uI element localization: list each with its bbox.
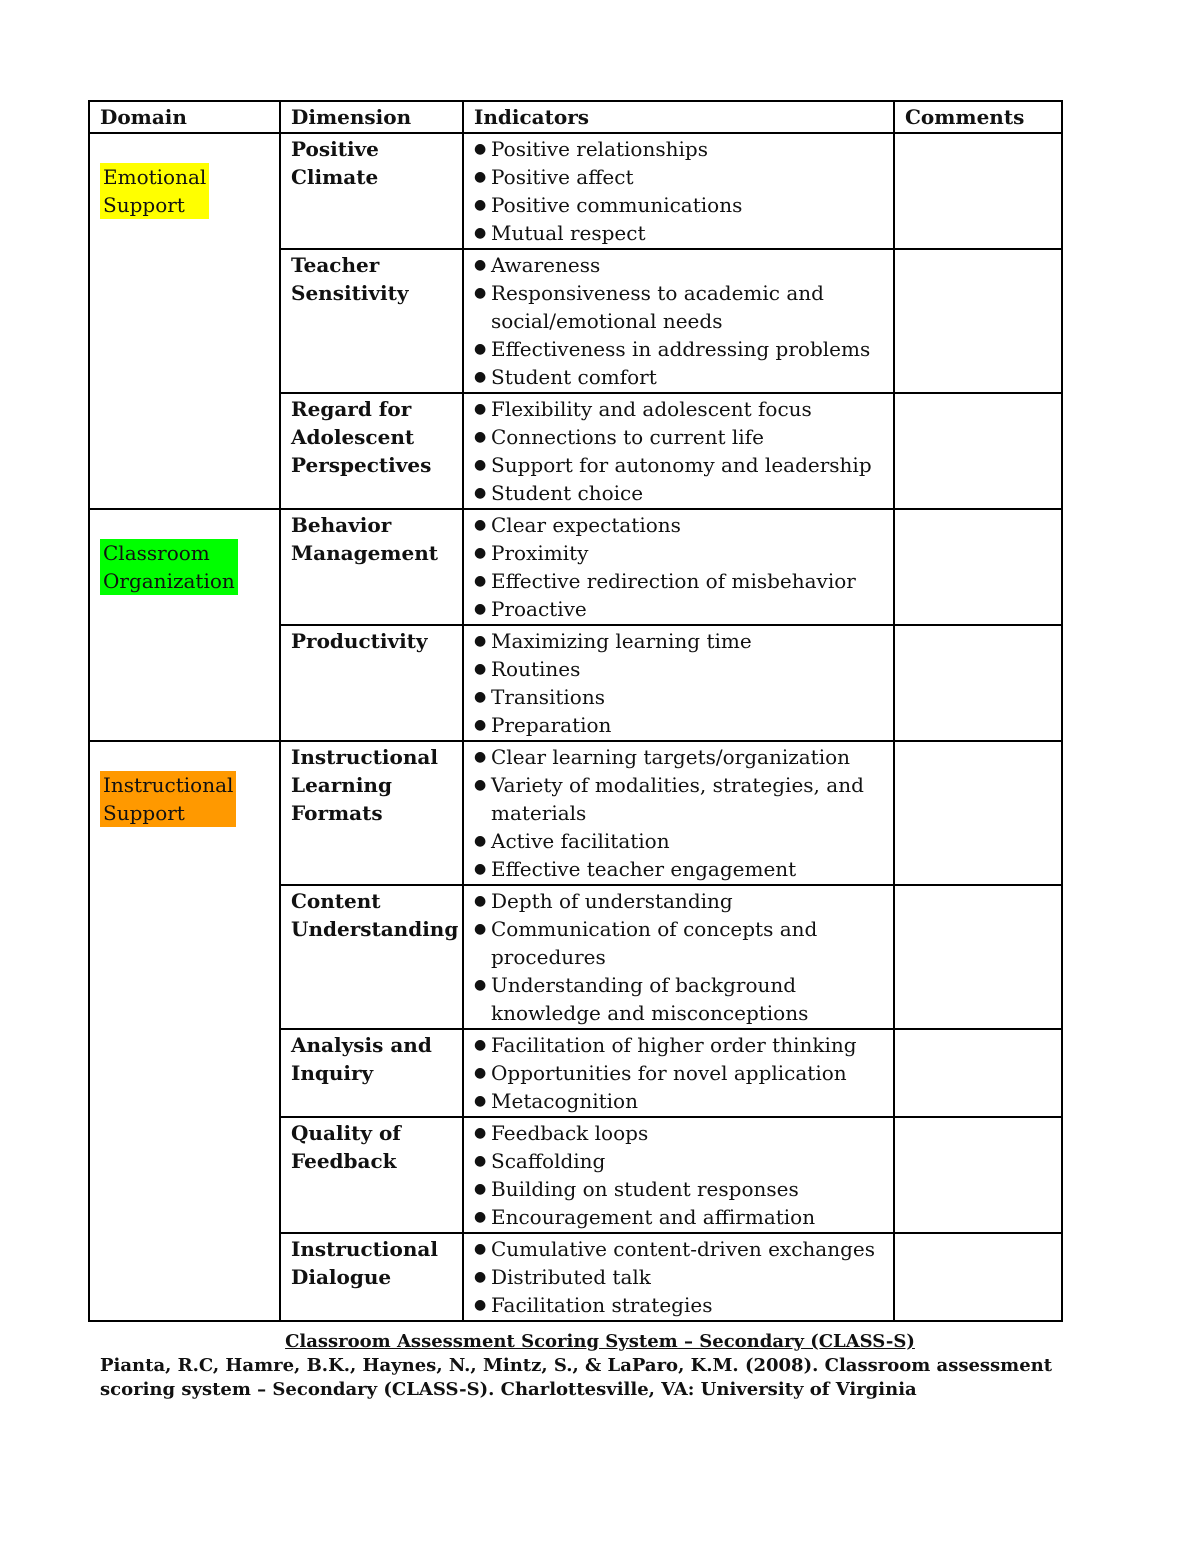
indicator-item: ● Maximizing learning time (474, 627, 883, 655)
citation-footer (100, 1330, 1100, 1402)
header-domain: Domain (89, 101, 280, 133)
indicator-item: ● Positive relationships (474, 135, 883, 163)
header-indicators: Indicators (463, 101, 894, 133)
indicators-cell (463, 133, 894, 249)
domain-cell (89, 509, 280, 741)
indicator-item: ● Cumulative content-driven exchanges (474, 1235, 883, 1263)
indicator-item: ● Metacognition (474, 1087, 883, 1115)
indicator-item: ● Support for autonomy and leadership (474, 451, 883, 479)
indicator-list (474, 251, 883, 391)
table-row (89, 133, 1062, 249)
rubric-body (89, 133, 1062, 1321)
domain-label (100, 771, 236, 827)
comment-cell[interactable] (894, 1029, 1062, 1117)
comment-cell[interactable] (894, 393, 1062, 509)
dimension-name: Instructional Dialogue (280, 1233, 463, 1321)
indicator-item: ● Student choice (474, 479, 883, 507)
header-comments: Comments (894, 101, 1062, 133)
comment-cell[interactable] (894, 741, 1062, 885)
indicator-item: ● Connections to current life (474, 423, 883, 451)
indicators-cell (463, 393, 894, 509)
indicator-list (474, 743, 883, 883)
indicator-item: ● Depth of understanding (474, 887, 883, 915)
indicators-cell (463, 1117, 894, 1233)
domain-label-line: Classroom (103, 541, 210, 565)
indicator-item: ● Mutual respect (474, 219, 883, 247)
indicator-list (474, 395, 883, 507)
indicator-item: ● Proximity (474, 539, 883, 567)
indicator-item: ● Feedback loops (474, 1119, 883, 1147)
comment-cell[interactable] (894, 249, 1062, 393)
indicator-item: ● Encouragement and affirmation (474, 1203, 883, 1231)
indicator-item: ● Effective redirection of misbehavior (474, 567, 883, 595)
indicator-item: ● Building on student responses (474, 1175, 883, 1203)
indicator-list (474, 1031, 883, 1115)
dimension-name: Regard for Adolescent Perspectives (280, 393, 463, 509)
dimension-name: Analysis and Inquiry (280, 1029, 463, 1117)
indicators-cell (463, 249, 894, 393)
indicator-item: ● Responsiveness to academic and social/emotional needs (474, 279, 883, 335)
dimension-name: Teacher Sensitivity (280, 249, 463, 393)
indicator-item: ● Variety of modalities, strategies, and materials (474, 771, 883, 827)
indicators-cell (463, 509, 894, 625)
citation-text: Pianta, R.C, Hamre, B.K., Haynes, N., Mintz, S., & LaParo, K.M. (2008). Classroom assessment scoring system – Secondary (CLASS-S). Charlottesville, VA: University of Virginia (100, 1355, 1053, 1400)
indicators-cell (463, 625, 894, 741)
domain-label (100, 539, 238, 595)
indicator-item: ● Preparation (474, 711, 883, 739)
comment-cell[interactable] (894, 133, 1062, 249)
indicator-list (474, 511, 883, 623)
domain-label-line: Organization (103, 569, 235, 593)
indicator-item: ● Student comfort (474, 363, 883, 391)
domain-label-line: Support (103, 193, 185, 217)
dimension-name: Positive Climate (280, 133, 463, 249)
class-s-rubric-table (88, 100, 1063, 1322)
dimension-name: Content Understanding (280, 885, 463, 1029)
indicator-item: ● Awareness (474, 251, 883, 279)
indicators-cell (463, 741, 894, 885)
table-row (89, 741, 1062, 885)
indicator-list (474, 135, 883, 247)
comment-cell[interactable] (894, 885, 1062, 1029)
indicator-item: ● Proactive (474, 595, 883, 623)
comment-cell[interactable] (894, 509, 1062, 625)
dimension-name: Behavior Management (280, 509, 463, 625)
domain-label-line: Emotional (103, 165, 207, 189)
comment-cell[interactable] (894, 1233, 1062, 1321)
table-row (89, 509, 1062, 625)
indicator-item: ● Transitions (474, 683, 883, 711)
indicator-item: ● Active facilitation (474, 827, 883, 855)
indicator-list (474, 887, 883, 1027)
indicator-item: ● Positive affect (474, 163, 883, 191)
dimension-name: Productivity (280, 625, 463, 741)
indicators-cell (463, 1233, 894, 1321)
indicator-item: ● Effectiveness in addressing problems (474, 335, 883, 363)
indicator-item: ● Communication of concepts and procedures (474, 915, 883, 971)
table-header-row (89, 101, 1062, 133)
domain-label (100, 163, 209, 219)
indicator-item: ● Understanding of background knowledge and misconceptions (474, 971, 883, 1027)
dimension-name: Instructional Learning Formats (280, 741, 463, 885)
indicator-item: ● Flexibility and adolescent focus (474, 395, 883, 423)
indicator-item: ● Positive communications (474, 191, 883, 219)
indicators-cell (463, 1029, 894, 1117)
indicators-cell (463, 885, 894, 1029)
indicator-item: ● Scaffolding (474, 1147, 883, 1175)
indicator-item: ● Opportunities for novel application (474, 1059, 883, 1087)
indicator-list (474, 1235, 883, 1319)
comment-cell[interactable] (894, 1117, 1062, 1233)
indicator-item: ● Routines (474, 655, 883, 683)
domain-label-line: Support (103, 801, 185, 825)
domain-label-line: Instructional (103, 773, 234, 797)
domain-cell (89, 133, 280, 509)
citation-title: Classroom Assessment Scoring System – Secondary (CLASS-S) (285, 1331, 915, 1352)
indicator-item: ● Clear learning targets/organization (474, 743, 883, 771)
domain-cell (89, 741, 280, 1321)
indicator-list (474, 627, 883, 739)
comment-cell[interactable] (894, 625, 1062, 741)
dimension-name: Quality of Feedback (280, 1117, 463, 1233)
header-dimension: Dimension (280, 101, 463, 133)
indicator-item: ● Distributed talk (474, 1263, 883, 1291)
indicator-item: ● Facilitation strategies (474, 1291, 883, 1319)
indicator-item: ● Effective teacher engagement (474, 855, 883, 883)
indicator-list (474, 1119, 883, 1231)
indicator-item: ● Clear expectations (474, 511, 883, 539)
indicator-item: ● Facilitation of higher order thinking (474, 1031, 883, 1059)
